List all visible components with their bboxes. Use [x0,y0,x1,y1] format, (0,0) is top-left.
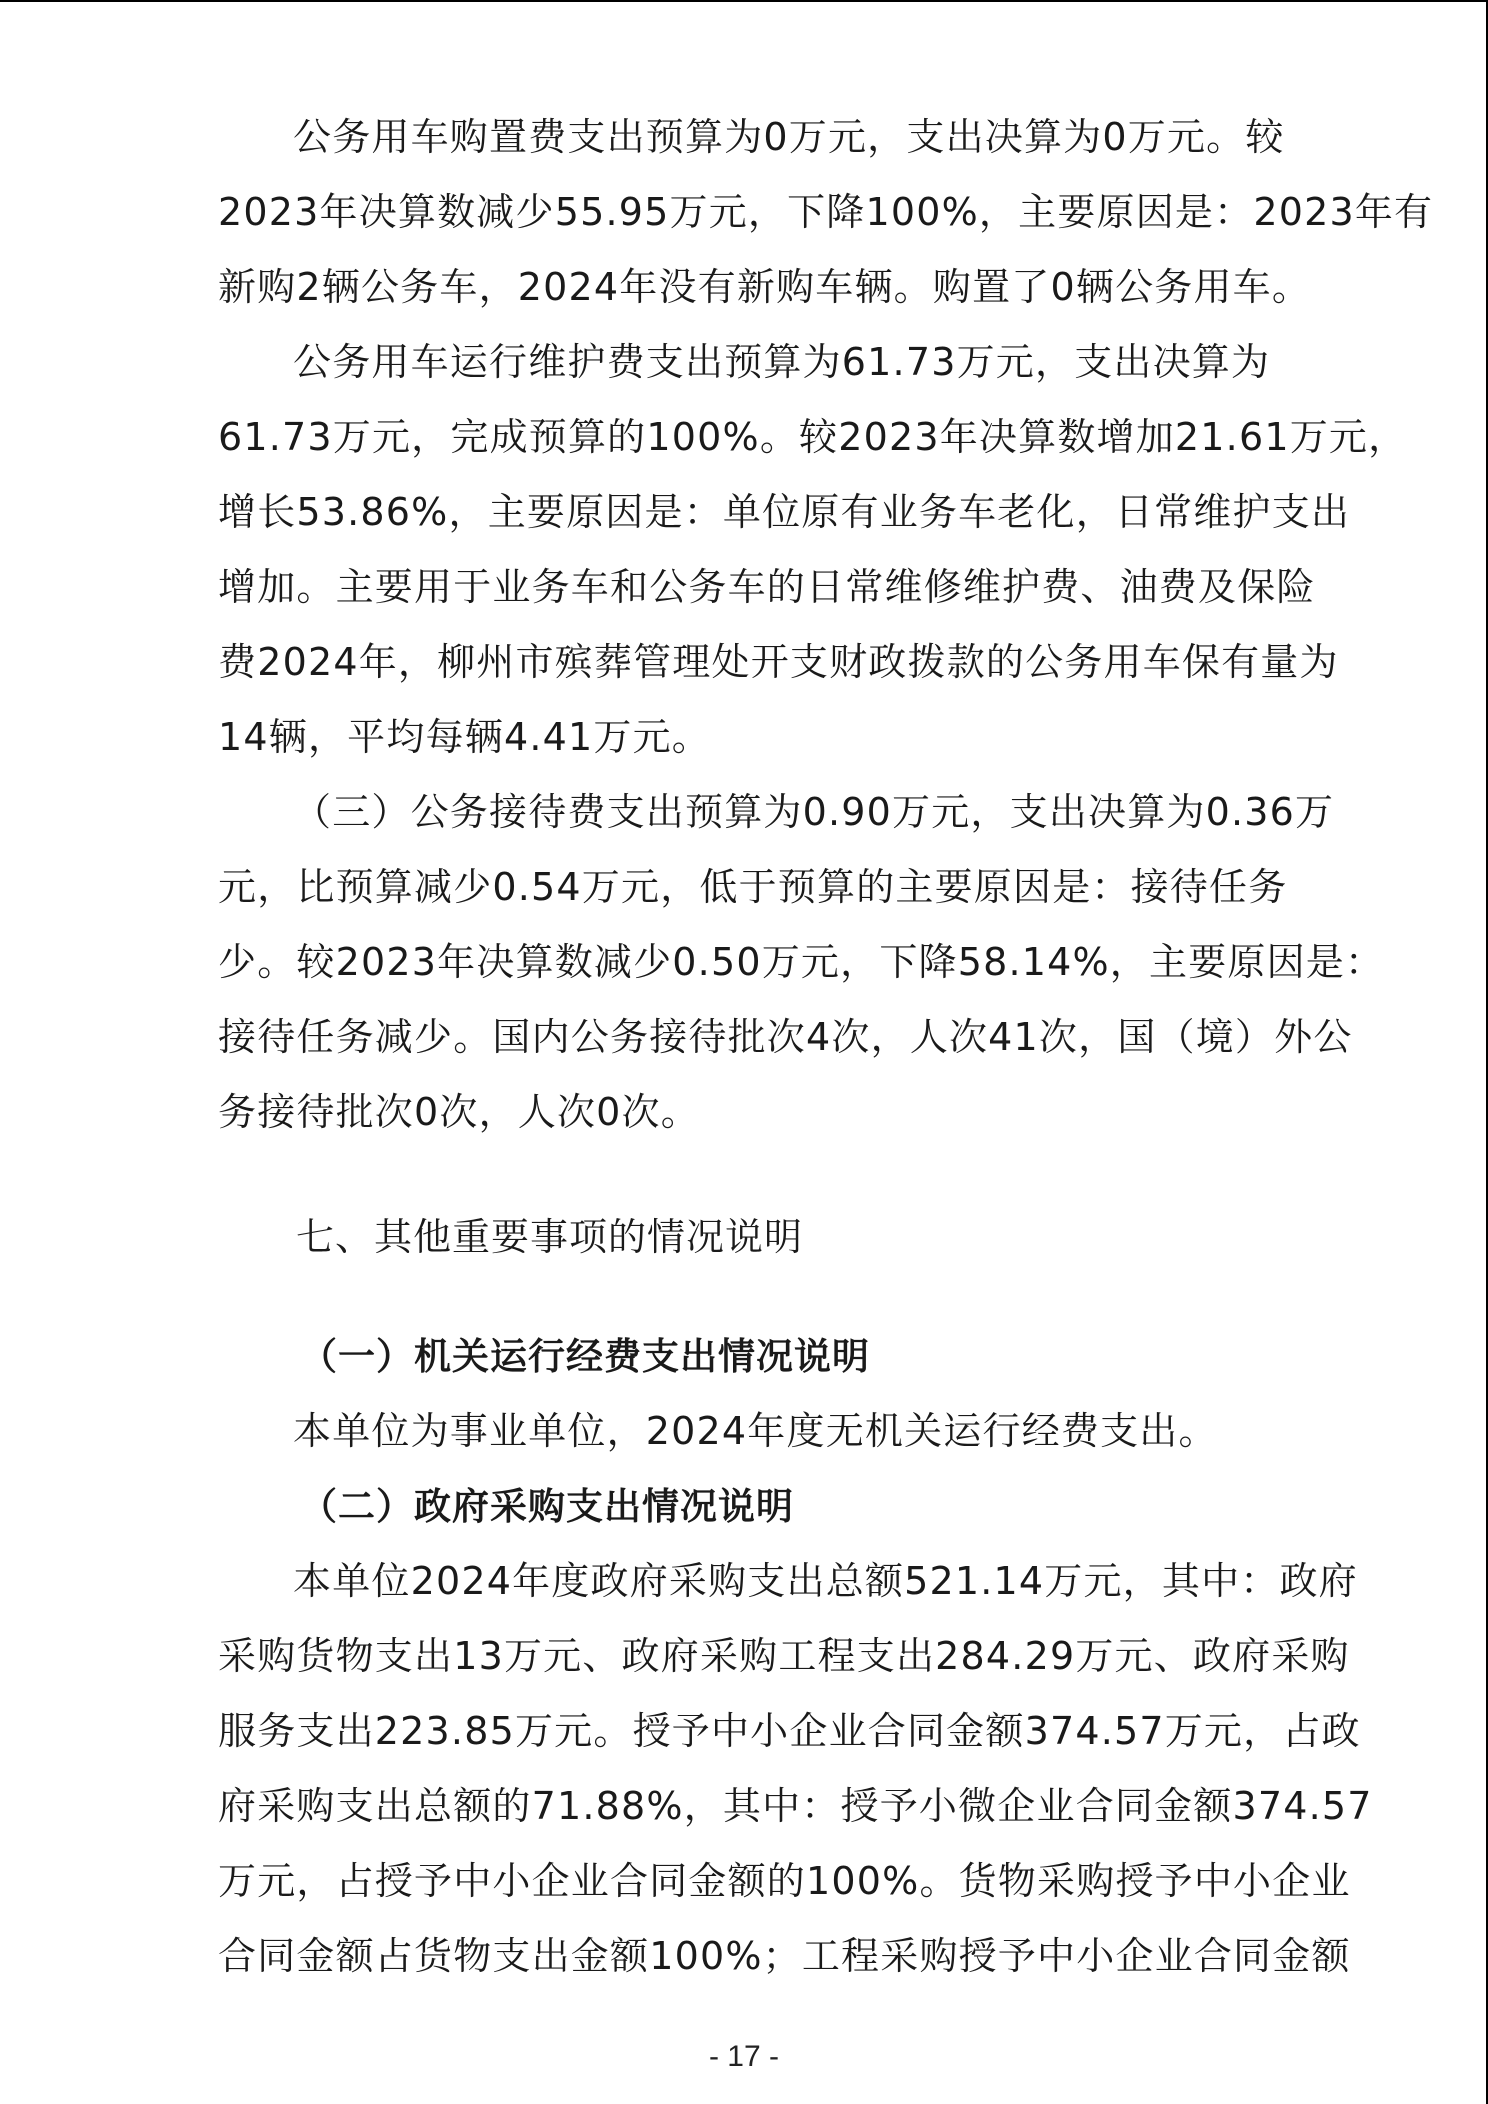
text-line: 务接待批次0次，人次0次。 [218,1090,700,1134]
page-number: - 17 - [708,2040,780,2073]
text-line: 接待任务减少。国内公务接待批次4次，人次41次，国（境）外公 [218,1015,1353,1059]
text-line: 采购货物支出13万元、政府采购工程支出284.29万元、政府采购 [218,1634,1350,1678]
paragraph-procurement [218,1544,1373,1994]
text-line: 费2024年，柳州市殡葬管理处开支财政拨款的公务用车保有量为 [218,640,1339,684]
paragraph-vehicle-purchase [218,100,1434,325]
text-line: 府采购支出总额的71.88%，其中：授予小微企业合同金额374.57 [218,1784,1373,1828]
text-line: 元，比预算减少0.54万元，低于预算的主要原因是：接待任务 [218,865,1288,909]
text-line: 新购2辆公务车，2024年没有新购车辆。购置了0辆公务用车。 [218,265,1312,309]
section-heading: 七、其他重要事项的情况说明 [296,1215,804,1259]
text-line: 2023年决算数减少55.95万元，下降100%，主要原因是：2023年有 [218,190,1434,234]
text-line: 本单位2024年度政府采购支出总额521.14万元，其中：政府 [293,1559,1358,1603]
text-line: 61.73万元，完成预算的100%。较2023年决算数增加21.61万元， [218,415,1408,459]
text-line: 合同金额占货物支出金额100%；工程采购授予中小企业合同金额 [218,1934,1351,1978]
document-body [218,100,1434,1994]
text-line: 服务支出223.85万元。授予中小企业合同金额374.57万元，占政 [218,1709,1361,1753]
text-line: 万元，占授予中小企业合同金额的100%。货物采购授予中小企业 [218,1859,1351,1903]
subsection-heading: （二）政府采购支出情况说明 [300,1485,794,1528]
paragraph-vehicle-maintenance [218,325,1408,775]
text-line: 增加。主要用于业务车和公务车的日常维修维护费、油费及保险 [218,565,1316,609]
text-line: 14辆，平均每辆4.41万元。 [218,715,711,759]
subsection-heading: （一）机关运行经费支出情况说明 [300,1335,870,1378]
text-line: 增长53.86%，主要原因是：单位原有业务车老化，日常维护支出 [218,490,1351,534]
text-line: 公务用车运行维护费支出预算为61.73万元，支出决算为 [293,340,1271,384]
text-line: 公务用车购置费支出预算为0万元，支出决算为0万元。较 [293,115,1285,159]
paragraph-reception [218,775,1385,1150]
text-line: （三）公务接待费支出预算为0.90万元，支出决算为0.36万 [293,790,1335,834]
text-line: 本单位为事业单位，2024年度无机关运行经费支出。 [293,1409,1218,1453]
text-line: 少。较2023年决算数减少0.50万元，下降58.14%，主要原因是： [218,940,1385,984]
